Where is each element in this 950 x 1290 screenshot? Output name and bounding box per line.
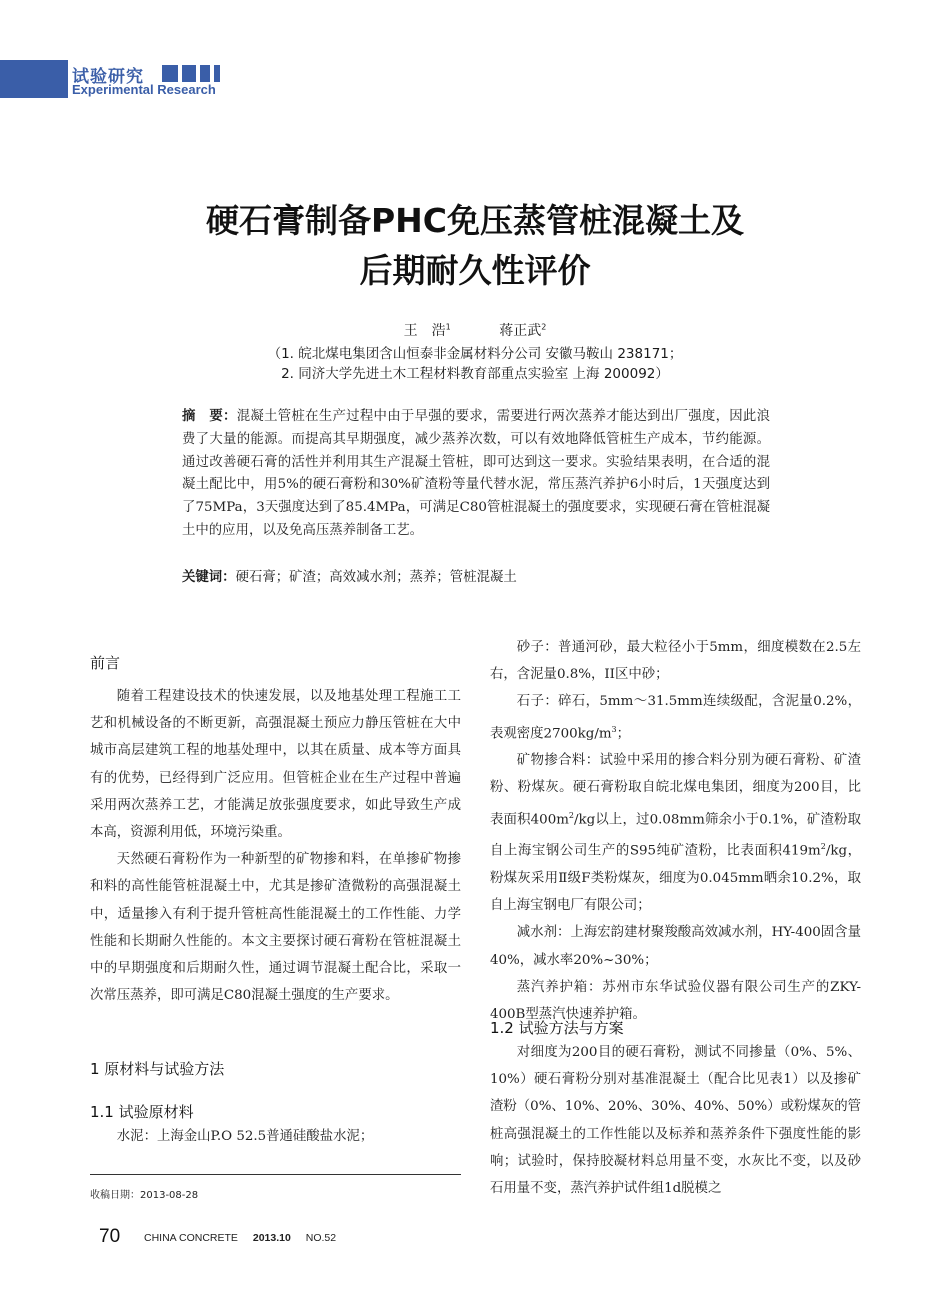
keywords-text: 硬石膏；矿渣；高效减水剂；蒸养；管桩混凝土 [235, 570, 517, 585]
journal-info [144, 1232, 348, 1244]
paragraph: 水泥：上海金山P.O 52.5普通硅酸盐水泥； [116, 1129, 374, 1144]
received-date: 收稿日期：2013-08-28 [90, 1190, 199, 1201]
author-2-affil-mark: 2 [541, 322, 547, 332]
paragraph: 对细度为200目的硬石膏粉，测试不同掺量（0%、5%、10%）硬石膏粉分别对基准混凝土（配合比见表1）以及掺矿渣粉（0%、10%、20%、30%、40%、50%）或粉煤灰的管桩高强混凝土的工作性能以及标养和蒸养条件下强度性能的影响；试验时，保持胶凝材料总用量不变，水灰比不变，以及砂石用量不变，蒸汽养护试件组1d脱模之 [490, 1045, 861, 1197]
header-decoration [162, 65, 220, 82]
author-1: 王 浩 [403, 323, 446, 339]
page-number: 70 [99, 1226, 121, 1247]
title-line-2: 后期耐久性评价 [359, 251, 591, 290]
section-label-en: Experimental Research [72, 82, 216, 97]
heading-section-1: 1 原材料与试验方法 [90, 1060, 225, 1078]
paragraph: 减水剂：上海宏韵建材聚羧酸高效减水剂，HY-400固含量40%，减水率20%~30%； [490, 925, 861, 968]
journal-number: NO.52 [305, 1232, 337, 1244]
heading-preface: 前言 [90, 654, 121, 672]
author-1-affil-mark: 1 [445, 322, 451, 332]
title-line-1: 硬石膏制备PHC免压蒸管桩混凝土及 [205, 201, 745, 240]
journal-name: CHINA CONCRETE [144, 1232, 238, 1244]
abstract-label: 摘 要： [182, 409, 237, 424]
paragraph: 石子：碎石，5mm～31.5mm连续级配，含泥量0.2%，表观密度$2700kg/m^3$； [490, 694, 861, 742]
paragraph: 随着工程建设技术的快速发展，以及地基处理工程施工工艺和机械设备的不断更新，高强混凝土预应力静压管桩在大中城市高层建筑工程的地基处理中，以其在质量、成本等方面具有的优势，已经得到广泛应用。但管桩企业在生产过程中普遍采用两次蒸养工艺，才能满足放张强度要求，如此导致生产成本高，资源利用低，环境污染重。 [90, 689, 461, 841]
body-left-materials [90, 1123, 461, 1150]
body-right-materials [490, 634, 861, 1028]
journal-issue: 2013.10 [252, 1232, 291, 1244]
paragraph: 天然硬石膏粉作为一种新型的矿物掺和料，在单掺矿物掺和料的高性能管桩混凝土中，尤其是掺矿渣微粉的高强混凝土中，适量掺入有利于提升管桩高性能混凝土的工作性能、力学性能和长期耐久性能的。本文主要探讨硬石膏粉在管桩混凝土中的早期强度和后期耐久性，通过调节混凝土配合比，采取一次常压蒸养，即可满足C80混凝土强度的生产要求。 [90, 852, 461, 1004]
paragraph: 蒸汽养护箱：苏州市东华试验仪器有限公司生产的ZKY-400B型蒸汽快速养护箱。 [490, 979, 861, 1023]
paper-title [0, 196, 950, 296]
author-2: 蒋正武 [499, 323, 542, 339]
footnote-divider [90, 1174, 461, 1175]
keywords-label: 关键词： [182, 570, 236, 585]
abstract-text: 混凝土管桩在生产过程中由于早强的要求，需要进行两次蒸养才能达到出厂强度，因此浪费了大量的能源。而提高其早期强度，减少蒸养次数，可以有效地降低管桩生产成本，节约能源。通过改善硬石膏的活性并利用其生产混凝土管桩，即可达到这一要求。实验结果表明，在合适的混凝土配比中，用5%的硬石膏粉和30%矿渣粉等量代替水泥，常压蒸汽养护6小时后，1天强度达到了75MPa，3天强度达到了85.4MPa，可满足C80管桩混凝土的强度要求，实现硬石膏在管桩混凝土中的应用，以及免高压蒸养制备工艺。 [182, 409, 771, 538]
section-label-cn: 试验研究 [72, 67, 144, 87]
body-left-intro [90, 683, 461, 1009]
paragraph: 矿物掺合料：试验中采用的掺合料分别为硬石膏粉、矿渣粉、粉煤灰。硬石膏粉取自皖北煤电集团，细度为200目，比表面积$400m^2/kg$以上，过0.08mm筛余小于0.1%，矿渣粉取自上海宝钢公司生产的S95纯矿渣粉，比表面积$419m^2/kg$，粉煤灰采用Ⅱ级F类粉煤灰，细度为0.045mm晒余10.2%，取自上海宝钢电厂有限公司； [490, 753, 862, 914]
keywords [182, 566, 770, 585]
author-list [0, 320, 950, 340]
abstract [182, 406, 770, 543]
heading-section-1-1: 1.1 试验原材料 [90, 1103, 194, 1121]
paragraph: 砂子：普通河砂，最大粒径小于5mm，细度模数在2.5左右，含泥量0.8%，II区中砂； [490, 640, 861, 683]
header-color-bar [0, 60, 68, 98]
affiliation-2: 2. 同济大学先进土木工程材料教育部重点实验室 上海 200092） [281, 366, 669, 382]
body-right-method [490, 1039, 861, 1202]
heading-section-1-2: 1.2 试验方法与方案 [490, 1019, 624, 1037]
affiliation-1: （1. 皖北煤电集团含山恒泰非金属材料分公司 安徽马鞍山 238171； [267, 346, 683, 362]
